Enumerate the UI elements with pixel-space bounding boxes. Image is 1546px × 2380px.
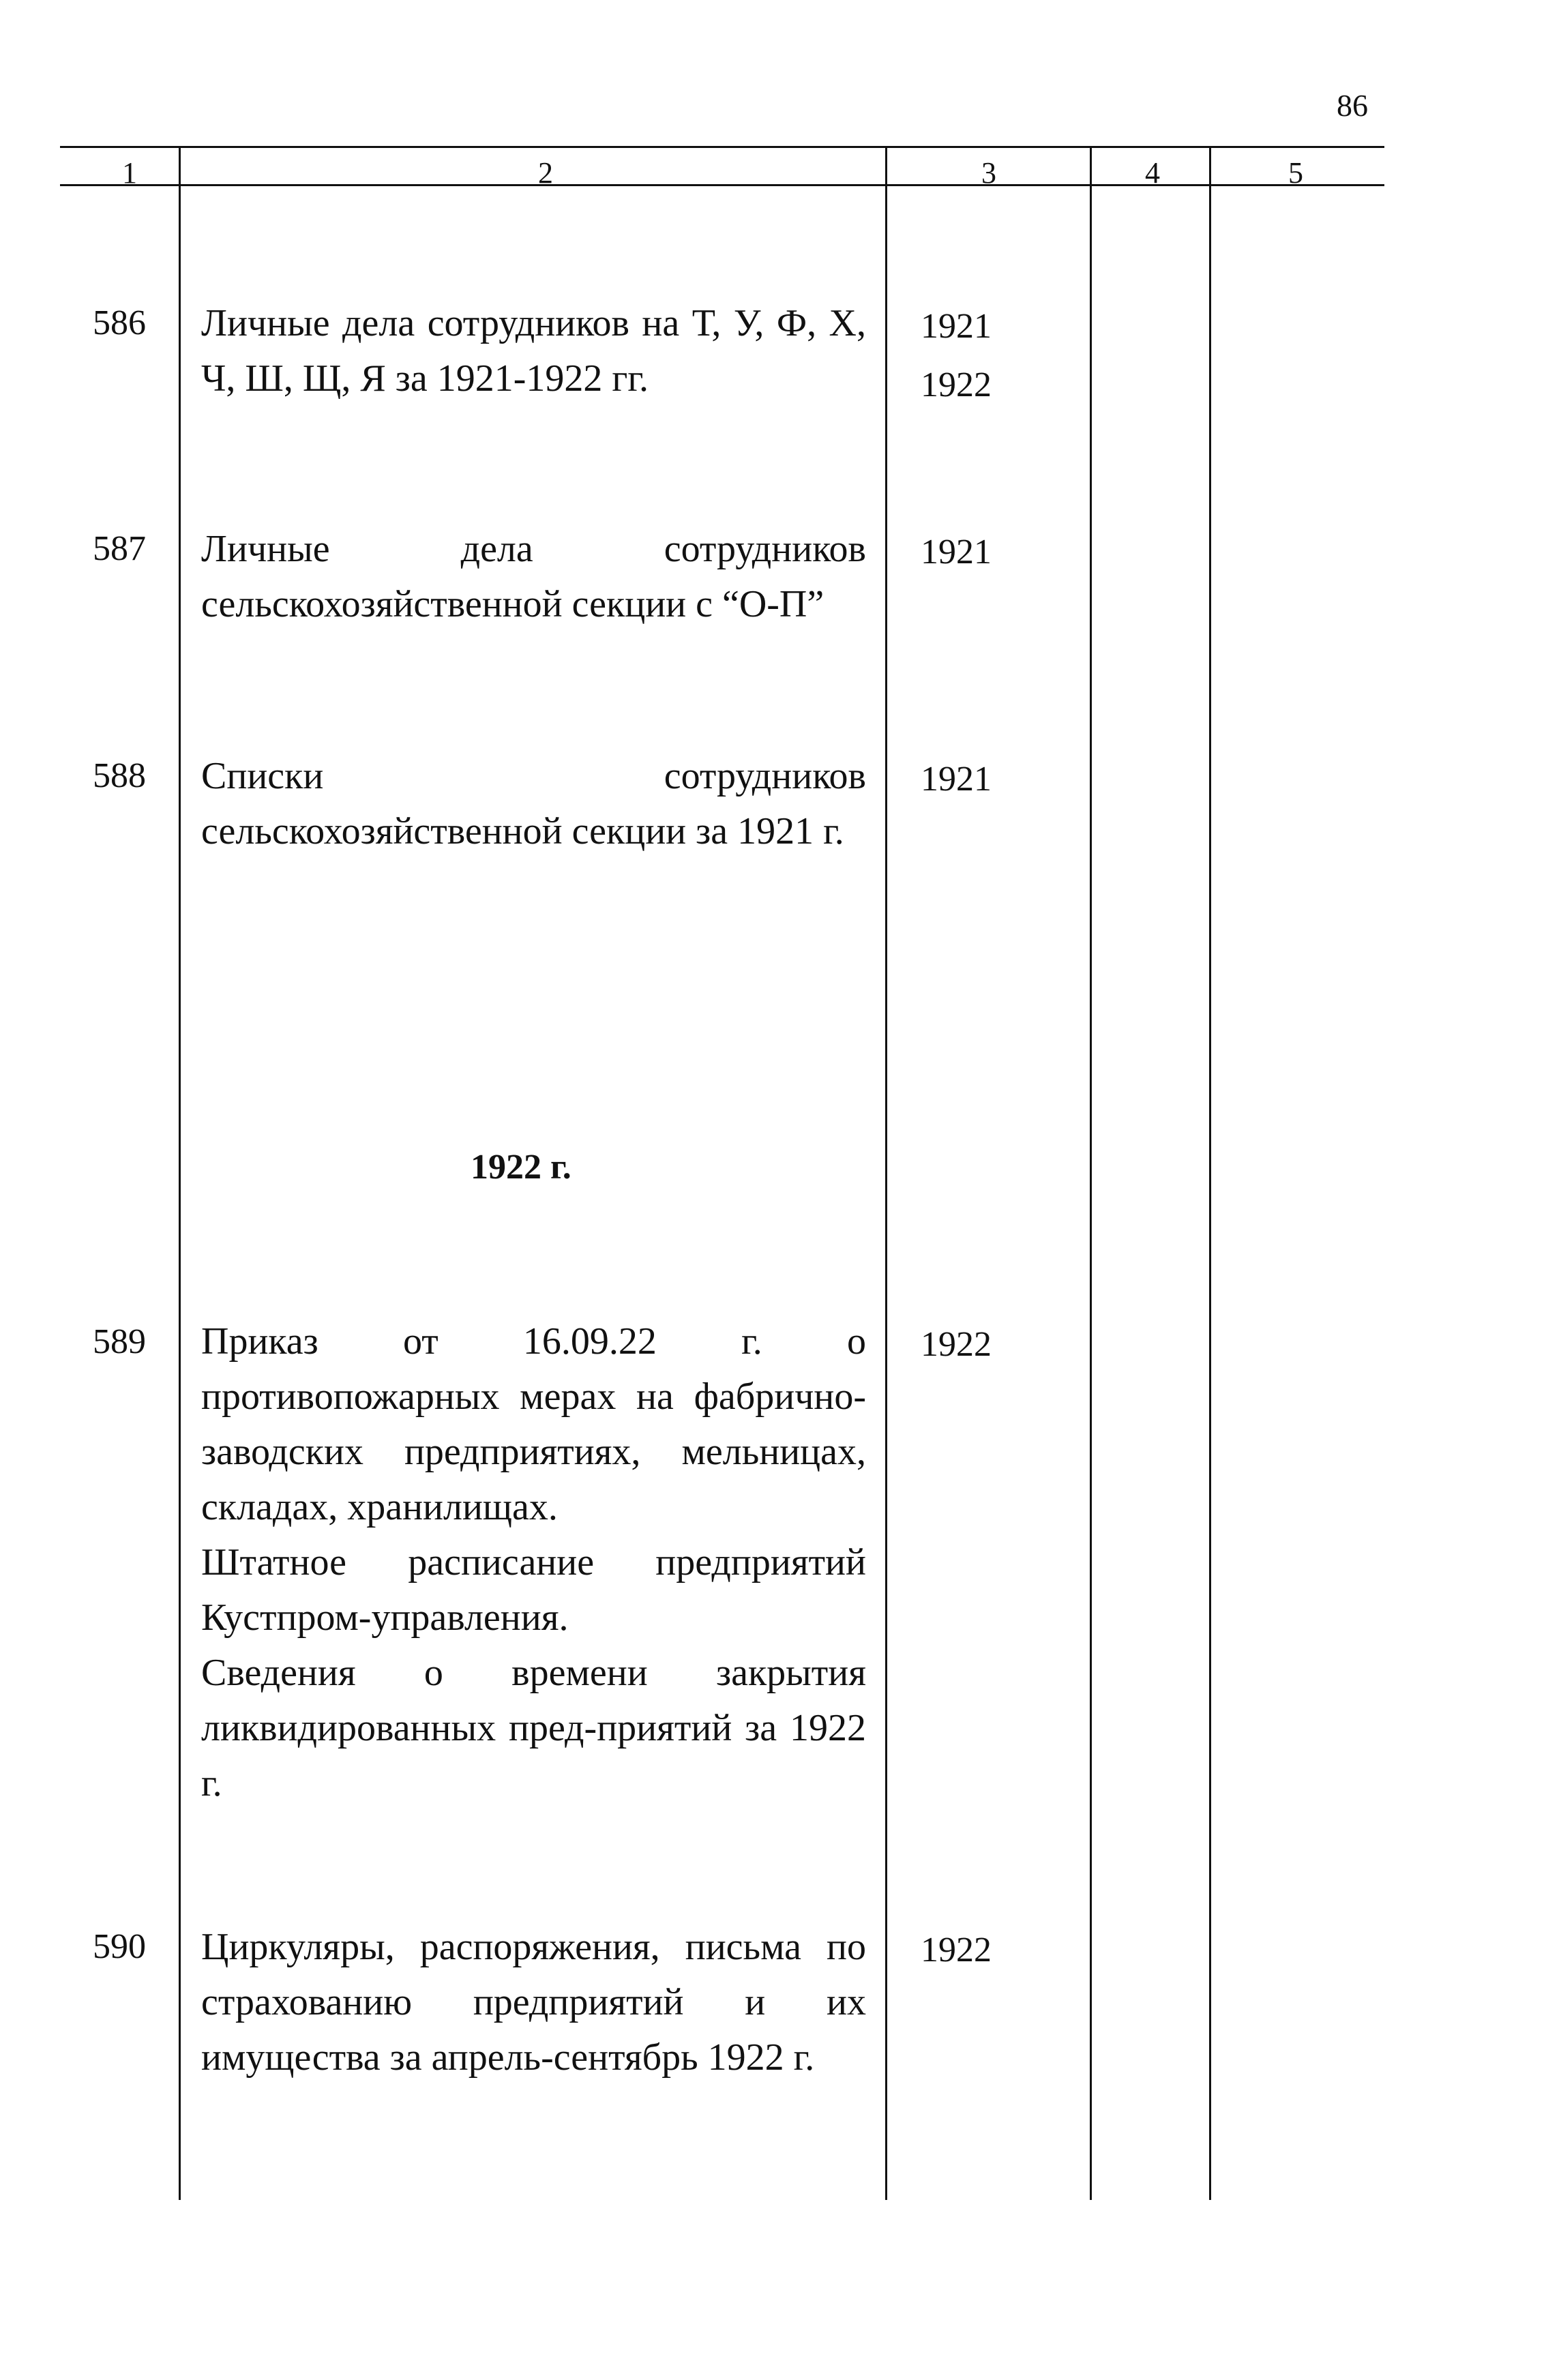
column-divider-2	[885, 146, 887, 2200]
row-description	[201, 296, 866, 406]
column-header-3: 3	[981, 156, 996, 190]
row-description	[201, 522, 866, 632]
column-divider-4	[1209, 146, 1211, 2200]
page-number: 86	[1337, 88, 1368, 123]
column-divider-1	[179, 146, 181, 2200]
row-number: 590	[93, 1927, 146, 1966]
row-year: 1921	[921, 533, 992, 571]
row-year: 1922	[921, 1325, 992, 1364]
table-header-border	[60, 184, 1384, 186]
row-number: 586	[93, 303, 146, 342]
section-heading: 1922 г.	[471, 1148, 571, 1187]
column-header-2: 2	[538, 156, 553, 190]
column-header-4: 4	[1145, 156, 1160, 190]
row-description-paragraph: Штатное расписание предприятий Кустпром-управления.	[201, 1541, 866, 1639]
row-year: 1921	[921, 307, 992, 346]
table-top-border	[60, 146, 1384, 148]
row-year: 1922	[921, 1931, 992, 1969]
row-number: 588	[93, 756, 146, 795]
column-header-5: 5	[1288, 156, 1303, 190]
row-number: 589	[93, 1322, 146, 1361]
row-description-paragraph: Личные дела сотрудников на Т, У, Ф, Х, Ч, Ш, Щ, Я за 1921-1922 гг.	[201, 302, 866, 400]
row-description-paragraph: Приказ от 16.09.22 г. о противопожарных мерах на фабрично-заводских предприятиях, мельницах, складах, хранилищах.	[201, 1320, 866, 1528]
row-number: 587	[93, 529, 146, 568]
row-description	[201, 749, 866, 859]
row-year: 1921	[921, 760, 992, 799]
row-description	[201, 1314, 866, 1811]
column-divider-3	[1090, 146, 1092, 2200]
row-description-paragraph: Списки сотрудников сельскохозяйственной секции за 1921 г.	[201, 755, 866, 852]
row-year: 1922	[921, 366, 992, 404]
row-description-paragraph: Сведения о времени закрытия ликвидированных пред-приятий за 1922 г.	[201, 1652, 866, 1804]
row-description-paragraph: Личные дела сотрудников сельскохозяйственной секции с “О-П”	[201, 528, 866, 625]
row-description	[201, 1920, 866, 2085]
row-description-paragraph: Циркуляры, распоряжения, письма по страхованию предприятий и их имущества за апрель-сентябрь 1922 г.	[201, 1926, 866, 2079]
column-header-1: 1	[122, 156, 137, 190]
